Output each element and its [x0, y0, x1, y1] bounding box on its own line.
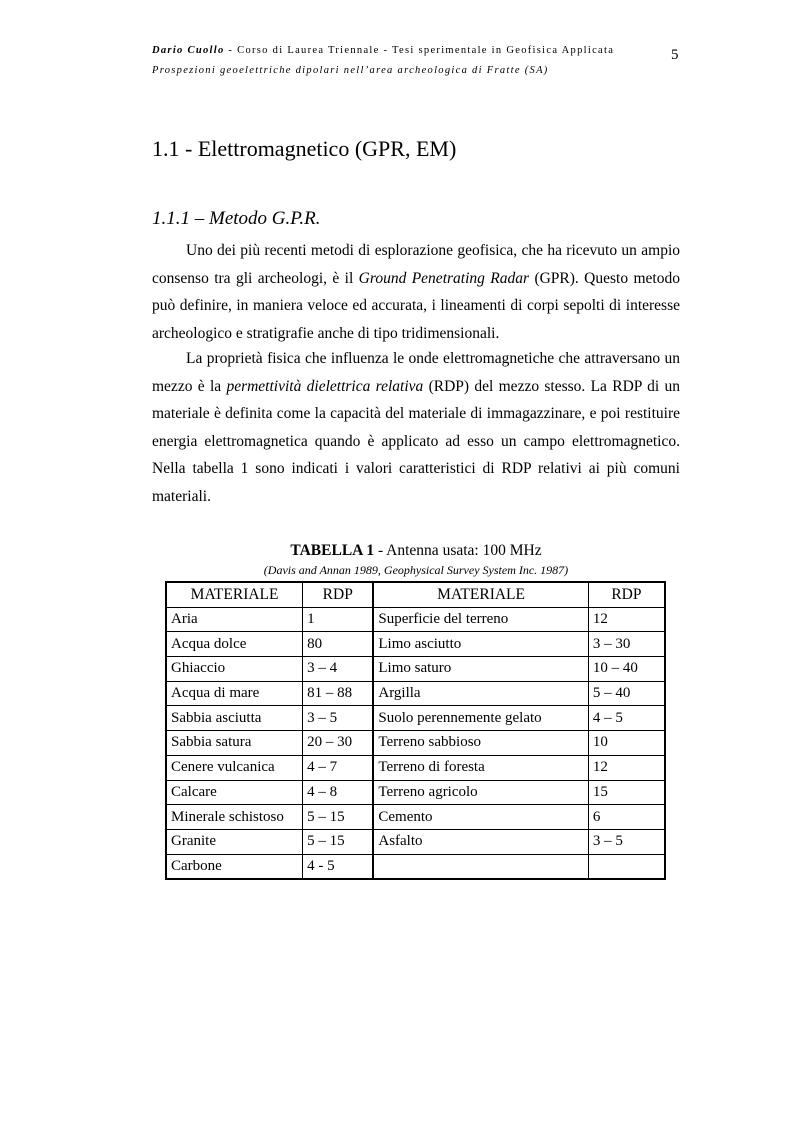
paragraph-gpr-intro: Uno dei più recenti metodi di esplorazione geofisica, che ha ricevuto un ampio consenso tra gli archeologi, è il Ground Penetrating Radar (GPR). Questo metodo può definire, in maniera veloce ed accurata, i lineamenti di corpi sepolti di interesse archeologico e stratigrafie anche di tipo tridimensionali. [152, 242, 680, 342]
column-header: RDP [588, 582, 665, 607]
rdp-cell: 3 – 30 [588, 632, 665, 657]
table-row [166, 607, 665, 632]
rdp-cell: 5 – 15 [303, 829, 374, 854]
material-cell: Terreno agricolo [373, 780, 588, 805]
table-row [166, 805, 665, 830]
table-row [166, 681, 665, 706]
rdp-cell: 10 [588, 731, 665, 756]
table-body [166, 607, 665, 879]
material-cell: Limo saturo [373, 657, 588, 682]
rdp-cell: 5 – 40 [588, 681, 665, 706]
header-course: - Corso di Laurea Triennale - Tesi sperimentale in Geofisica Applicata [224, 45, 615, 56]
emphasis-rdp: permettività dielettrica relativa [226, 377, 424, 395]
material-cell: Acqua dolce [166, 632, 303, 657]
emphasis-gpr: Ground Penetrating Radar [358, 269, 530, 287]
table-row [166, 657, 665, 682]
rdp-cell: 4 – 5 [588, 706, 665, 731]
rdp-table [165, 581, 666, 880]
rdp-cell: 4 – 8 [303, 780, 374, 805]
section-title: 1.1 - Elettromagnetico (GPR, EM) [152, 136, 457, 161]
rdp-cell: 3 – 4 [303, 657, 374, 682]
rdp-cell: 4 – 7 [303, 755, 374, 780]
material-cell: Terreno sabbioso [373, 731, 588, 756]
material-cell [373, 854, 588, 879]
rdp-cell: 5 – 15 [303, 805, 374, 830]
page-number: 5 [671, 47, 679, 63]
rdp-cell: 15 [588, 780, 665, 805]
material-cell: Sabbia asciutta [166, 706, 303, 731]
running-header [152, 45, 614, 56]
table-row [166, 755, 665, 780]
material-cell: Cenere vulcanica [166, 755, 303, 780]
material-cell: Limo asciutto [373, 632, 588, 657]
column-header: RDP [303, 582, 374, 607]
material-cell: Cemento [373, 805, 588, 830]
running-subtitle: Prospezioni geoelettriche dipolari nell’area archeologica di Fratte (SA) [152, 65, 549, 76]
rdp-cell: 12 [588, 755, 665, 780]
column-header: MATERIALE [166, 582, 303, 607]
material-cell: Ghiaccio [166, 657, 303, 682]
material-cell: Calcare [166, 780, 303, 805]
material-cell: Terreno di foresta [373, 755, 588, 780]
rdp-cell: 80 [303, 632, 374, 657]
table-caption: TABELLA 1 - Antenna usata: 100 MHz [290, 542, 542, 559]
material-cell: Sabbia satura [166, 731, 303, 756]
material-cell: Superficie del terreno [373, 607, 588, 632]
material-cell: Suolo perennemente gelato [373, 706, 588, 731]
rdp-cell: 6 [588, 805, 665, 830]
header-author: Dario Cuollo [152, 45, 225, 56]
rdp-cell: 1 [303, 607, 374, 632]
table-source: (Davis and Annan 1989, Geophysical Survey System Inc. 1987) [263, 563, 569, 577]
column-header: MATERIALE [373, 582, 588, 607]
rdp-cell: 10 – 40 [588, 657, 665, 682]
material-cell: Argilla [373, 681, 588, 706]
material-cell: Asfalto [373, 829, 588, 854]
table-row [166, 706, 665, 731]
rdp-cell: 3 – 5 [303, 706, 374, 731]
rdp-cell: 81 – 88 [303, 681, 374, 706]
table-row [166, 829, 665, 854]
material-cell: Aria [166, 607, 303, 632]
table-row [166, 780, 665, 805]
rdp-cell: 12 [588, 607, 665, 632]
rdp-cell [588, 854, 665, 879]
table-row [166, 854, 665, 879]
paragraph-rdp: La proprietà fisica che influenza le onde elettromagnetiche che attraversano un mezzo è la permettività dielettrica relativa (RDP) del mezzo stesso. La RDP di un materiale è definita come la capacità del materiale di immagazzinare, e poi restituire energia elettromagnetica quando è applicato ad esso un campo elettromagnetico. Nella tabella 1 sono indicati i valori caratteristici di RDP relativi ai più comuni materiali. [152, 350, 680, 505]
rdp-cell: 3 – 5 [588, 829, 665, 854]
table-row [166, 731, 665, 756]
table-header-row [166, 582, 665, 607]
subsection-title: 1.1.1 – Metodo G.P.R. [152, 208, 321, 229]
material-cell: Carbone [166, 854, 303, 879]
rdp-cell: 4 - 5 [303, 854, 374, 879]
material-cell: Minerale schistoso [166, 805, 303, 830]
material-cell: Granite [166, 829, 303, 854]
rdp-cell: 20 – 30 [303, 731, 374, 756]
material-cell: Acqua di mare [166, 681, 303, 706]
table-row [166, 632, 665, 657]
